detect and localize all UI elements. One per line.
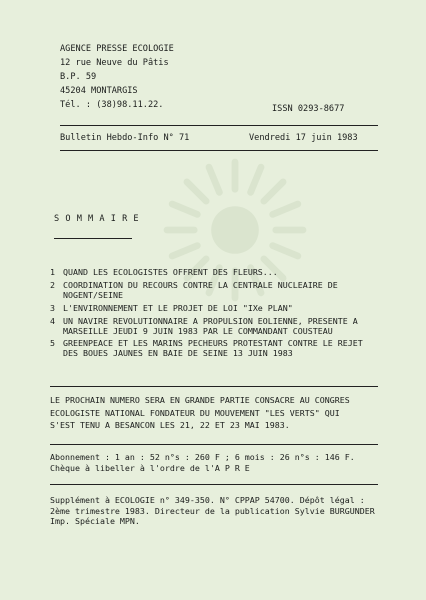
item-text: COORDINATION DU RECOURS CONTRE LA CENTRALE NUCLEAIRE DE NOGENT/SEINE [63, 280, 338, 300]
sommaire-heading: S O M M A I R E [54, 214, 140, 224]
list-item [50, 304, 293, 314]
item-number: 2 [50, 280, 55, 290]
item-text: QUAND LES ECOLOGISTES OFFRENT DES FLEURS... [63, 267, 278, 277]
divider-bottom [60, 150, 378, 151]
item-text: L'ENVIRONNEMENT ET LE PROJET DE LOI "IXe PLAN" [63, 303, 293, 313]
list-item [50, 281, 338, 300]
item-number: 5 [50, 338, 55, 348]
list-item [50, 268, 278, 278]
item-number: 1 [50, 267, 55, 277]
divider-footer [50, 484, 378, 485]
address-city: 45204 MONTARGIS [60, 86, 138, 96]
divider-subscription [50, 444, 378, 445]
org-name: AGENCE PRESSE ECOLOGIE [60, 44, 174, 54]
subscription-text: Abonnement : 1 an : 52 n°s : 260 F ; 6 mois : 26 n°s : 146 F. Chèque à libeller à l'ordre de l'A P R E [50, 452, 355, 473]
item-text: UN NAVIRE REVOLUTIONNAIRE A PROPULSION EOLIENNE, PRESENTE A MARSEILLE JEUDI 9 JUIN 1983 PAR LE COMMANDANT COUSTEAU [63, 316, 358, 336]
item-number: 3 [50, 303, 55, 313]
divider-announcement [50, 386, 378, 387]
address-street: 12 rue Neuve du Pâtis [60, 58, 169, 68]
sommaire-underline [54, 238, 132, 239]
issn-number: ISSN 0293-8677 [272, 104, 345, 114]
legal-footer: Supplément à ECOLOGIE n° 349-350. N° CPPAP 54700. Dépôt légal : 2ème trimestre 1983. Directeur de la publication Sylvie BURGUNDER Imp. Spéciale MPN. [50, 495, 375, 526]
list-item [50, 317, 358, 336]
announcement-text: LE PROCHAIN NUMERO SERA EN GRANDE PARTIE CONSACRE AU CONGRES ECOLOGISTE NATIONAL FONDATEUR DU MOUVEMENT "LES VERTS" QUI S'EST TENU A BESANCON LES 21, 22 ET 23 MAI 1983. [50, 395, 350, 430]
divider-top [60, 125, 378, 126]
bulletin-title: Bulletin Hebdo-Info N° 71 [60, 133, 190, 143]
item-text: GREENPEACE ET LES MARINS PECHEURS PROTESTANT CONTRE LE REJET DES BOUES JAUNES EN BAIE DE SEINE 13 JUIN 1983 [63, 338, 363, 358]
phone-number: Tél. : (38)98.11.22. [60, 100, 164, 110]
bulletin-date: Vendredi 17 juin 1983 [249, 133, 358, 143]
list-item [50, 339, 363, 358]
item-number: 4 [50, 316, 55, 326]
address-box: B.P. 59 [60, 72, 97, 82]
